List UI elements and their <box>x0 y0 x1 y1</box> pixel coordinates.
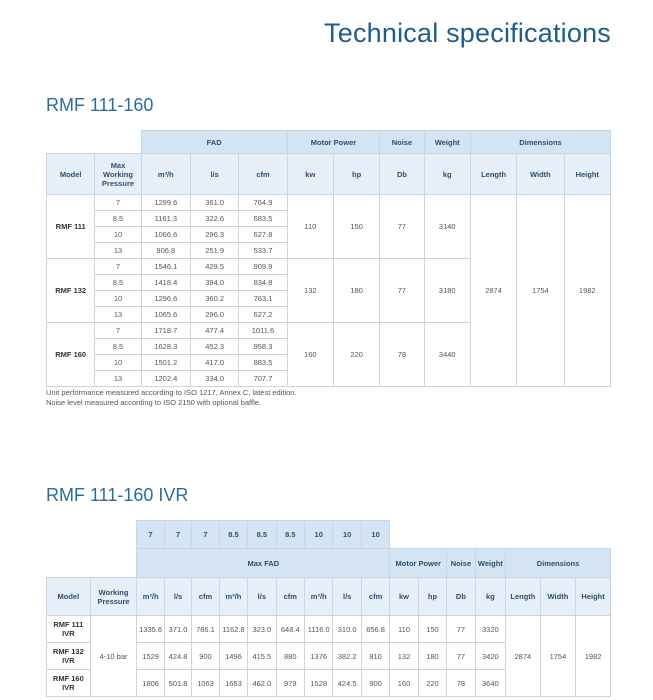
noise-header: Noise <box>380 131 424 154</box>
col-hp: hp <box>418 578 446 616</box>
m3h-cell: 906.8 <box>141 243 190 259</box>
kw-cell: 132 <box>287 259 333 323</box>
hp-cell: 150 <box>333 195 379 259</box>
col-height: Height <box>576 578 611 616</box>
ls-cell: 296.0 <box>190 307 238 323</box>
db-cell: 77 <box>380 195 424 259</box>
cfm-cell: 834.8 <box>239 275 287 291</box>
model-cell: RMF 111 IVR <box>47 616 91 643</box>
pressure-header: 7 <box>164 521 191 549</box>
value-cell: 656.8 <box>361 616 389 643</box>
col-pressure: Max Working Pressure <box>95 154 141 195</box>
value-cell: 648.4 <box>276 616 304 643</box>
hp-cell: 180 <box>333 259 379 323</box>
cfm-cell: 883.5 <box>239 355 287 371</box>
kg-cell: 3140 <box>424 195 470 259</box>
hp-cell: 220 <box>418 670 446 697</box>
db-cell: 78 <box>447 670 475 697</box>
model-cell: RMF 132 IVR <box>47 643 91 670</box>
pressure-cell: 8.5 <box>95 339 141 355</box>
col-m3h: m³/h <box>219 578 247 616</box>
value-cell: 1116.0 <box>305 616 333 643</box>
width-cell: 1754 <box>540 616 576 697</box>
model-cell: RMF 160 IVR <box>47 670 91 697</box>
cfm-cell: 683.5 <box>239 211 287 227</box>
kw-cell: 110 <box>287 195 333 259</box>
note-line: Unit performance measured according to ISO 1217, Annex C, latest edition. <box>46 388 297 397</box>
m3h-cell: 1546.1 <box>141 259 190 275</box>
value-cell: 810 <box>361 643 389 670</box>
page-title: Technical specifications <box>324 18 611 48</box>
col-hp: hp <box>333 154 379 195</box>
m3h-cell: 1718.7 <box>141 323 190 339</box>
m3h-cell: 1501.2 <box>141 355 190 371</box>
m3h-cell: 1065.6 <box>141 307 190 323</box>
fad-header: FAD <box>141 131 287 154</box>
pressure-cell: 7 <box>95 259 141 275</box>
col-kg: kg <box>475 578 505 616</box>
col-kw: kw <box>287 154 333 195</box>
ls-cell: 429.5 <box>190 259 238 275</box>
pressure-cell: 8.5 <box>95 211 141 227</box>
pressure-cell: 13 <box>95 243 141 259</box>
ls-cell: 322.6 <box>190 211 238 227</box>
cfm-cell: 707.7 <box>239 371 287 387</box>
table1-title: RMF 111-160 <box>46 95 154 115</box>
pressure-header: 10 <box>305 521 333 549</box>
value-cell: 1162.8 <box>219 616 247 643</box>
m3h-cell: 1066.6 <box>141 227 190 243</box>
pressure-cell: 10 <box>95 355 141 371</box>
ls-cell: 477.4 <box>190 323 238 339</box>
kg-cell: 3180 <box>424 259 470 323</box>
ls-cell: 360.2 <box>190 291 238 307</box>
cfm-cell: 958.3 <box>239 339 287 355</box>
col-ls: l/s <box>248 578 276 616</box>
ls-cell: 417.0 <box>190 355 238 371</box>
value-cell: 382.2 <box>333 643 361 670</box>
value-cell: 371.0 <box>164 616 191 643</box>
pressure-cell: 7 <box>95 323 141 339</box>
ls-cell: 334.0 <box>190 371 238 387</box>
weight-header: Weight <box>424 131 470 154</box>
col-db: Db <box>380 154 424 195</box>
value-cell: 424.5 <box>333 670 361 697</box>
col-ls: l/s <box>333 578 361 616</box>
col-kg: kg <box>424 154 470 195</box>
model-cell: RMF 132 <box>47 259 95 323</box>
value-cell: 1806 <box>137 670 164 697</box>
length-cell: 2874 <box>470 195 516 387</box>
kg-cell: 3320 <box>475 616 505 643</box>
col-width: Width <box>517 154 564 195</box>
model-cell: RMF 111 <box>47 195 95 259</box>
ls-cell: 296.3 <box>190 227 238 243</box>
ls-cell: 394.0 <box>190 275 238 291</box>
m3h-cell: 1161.3 <box>141 211 190 227</box>
noise-header: Noise <box>447 549 475 578</box>
kw-cell: 110 <box>390 616 418 643</box>
value-cell: 462.0 <box>248 670 276 697</box>
height-cell: 1982 <box>564 195 610 387</box>
value-cell: 1376 <box>305 643 333 670</box>
table-row <box>47 195 611 211</box>
kg-cell: 3640 <box>475 670 505 697</box>
value-cell: 900 <box>361 670 389 697</box>
col-ls: l/s <box>164 578 191 616</box>
pressure-header: 10 <box>361 521 389 549</box>
motor-power-header: Motor Power <box>390 549 447 578</box>
kg-cell: 3420 <box>475 643 505 670</box>
value-cell: 1496 <box>219 643 247 670</box>
kg-cell: 3440 <box>424 323 470 387</box>
value-cell: 501.8 <box>164 670 191 697</box>
pressure-header: 8.5 <box>248 521 276 549</box>
cfm-cell: 533.7 <box>239 243 287 259</box>
cfm-cell: 909.9 <box>239 259 287 275</box>
rmf-ivr-specs-table <box>46 520 611 697</box>
value-cell: 900 <box>192 643 219 670</box>
col-model: Model <box>47 578 91 616</box>
pressure-header: 10 <box>333 521 361 549</box>
col-db: Db <box>447 578 475 616</box>
value-cell: 323.0 <box>248 616 276 643</box>
ls-cell: 452.3 <box>190 339 238 355</box>
value-cell: 424.8 <box>164 643 191 670</box>
ls-cell: 361.0 <box>190 195 238 211</box>
value-cell: 415.5 <box>248 643 276 670</box>
pressure-cell: 10 <box>95 227 141 243</box>
cfm-cell: 627.8 <box>239 227 287 243</box>
kw-cell: 132 <box>390 643 418 670</box>
col-m3h: m³/h <box>305 578 333 616</box>
col-length: Length <box>506 578 541 616</box>
pressure-header: 8.5 <box>276 521 304 549</box>
col-ls: l/s <box>190 154 238 195</box>
weight-header: Weight <box>475 549 505 578</box>
cfm-cell: 764.9 <box>239 195 287 211</box>
kw-cell: 160 <box>287 323 333 387</box>
m3h-cell: 1299.6 <box>141 195 190 211</box>
pressure-header: 7 <box>137 521 164 549</box>
m3h-cell: 1296.6 <box>141 291 190 307</box>
db-cell: 77 <box>447 643 475 670</box>
value-cell: 310.0 <box>333 616 361 643</box>
col-kw: kw <box>390 578 418 616</box>
col-pressure: Working Pressure <box>90 578 137 616</box>
m3h-cell: 1418.4 <box>141 275 190 291</box>
hp-cell: 220 <box>333 323 379 387</box>
col-cfm: cfm <box>361 578 389 616</box>
height-cell: 1982 <box>576 616 611 697</box>
pressure-cell: 13 <box>95 371 141 387</box>
value-cell: 1529 <box>137 643 164 670</box>
hp-cell: 150 <box>418 616 446 643</box>
col-model: Model <box>47 154 95 195</box>
m3h-cell: 1628.3 <box>141 339 190 355</box>
value-cell: 979 <box>276 670 304 697</box>
col-width: Width <box>540 578 576 616</box>
db-cell: 77 <box>447 616 475 643</box>
cfm-cell: 627.2 <box>239 307 287 323</box>
table2-title: RMF 111-160 IVR <box>46 485 189 505</box>
table-row <box>47 616 611 643</box>
hp-cell: 180 <box>418 643 446 670</box>
value-cell: 1063 <box>192 670 219 697</box>
pressure-cell: 7 <box>95 195 141 211</box>
value-cell: 880 <box>276 643 304 670</box>
table1-notes <box>46 388 297 408</box>
col-cfm: cfm <box>239 154 287 195</box>
m3h-cell: 1202.4 <box>141 371 190 387</box>
value-cell: 1663 <box>219 670 247 697</box>
pressure-header: 8.5 <box>219 521 247 549</box>
dimensions-header: Dimensions <box>506 549 611 578</box>
cfm-cell: 1011.6 <box>239 323 287 339</box>
note-line: Noise level measured according to ISO 2150 with optional baffle. <box>46 398 261 407</box>
dimensions-header: Dimensions <box>470 131 610 154</box>
col-length: Length <box>470 154 516 195</box>
rmf-specs-table <box>46 130 611 387</box>
motor-power-header: Motor Power <box>287 131 380 154</box>
value-cell: 786.1 <box>192 616 219 643</box>
model-cell: RMF 160 <box>47 323 95 387</box>
pressure-cell: 10 <box>95 291 141 307</box>
col-cfm: cfm <box>276 578 304 616</box>
db-cell: 77 <box>380 259 424 323</box>
col-cfm: cfm <box>192 578 219 616</box>
max-fad-header: Max FAD <box>137 549 390 578</box>
ls-cell: 251.9 <box>190 243 238 259</box>
db-cell: 78 <box>380 323 424 387</box>
col-m3h: m³/h <box>141 154 190 195</box>
pressure-header: 7 <box>192 521 219 549</box>
kw-cell: 160 <box>390 670 418 697</box>
pressure-range-cell: 4-10 bar <box>90 616 137 697</box>
length-cell: 2874 <box>506 616 541 697</box>
cfm-cell: 763.1 <box>239 291 287 307</box>
value-cell: 1528 <box>305 670 333 697</box>
width-cell: 1754 <box>517 195 564 387</box>
col-m3h: m³/h <box>137 578 164 616</box>
pressure-cell: 13 <box>95 307 141 323</box>
pressure-cell: 8.5 <box>95 275 141 291</box>
value-cell: 1335.6 <box>137 616 164 643</box>
col-height: Height <box>564 154 610 195</box>
